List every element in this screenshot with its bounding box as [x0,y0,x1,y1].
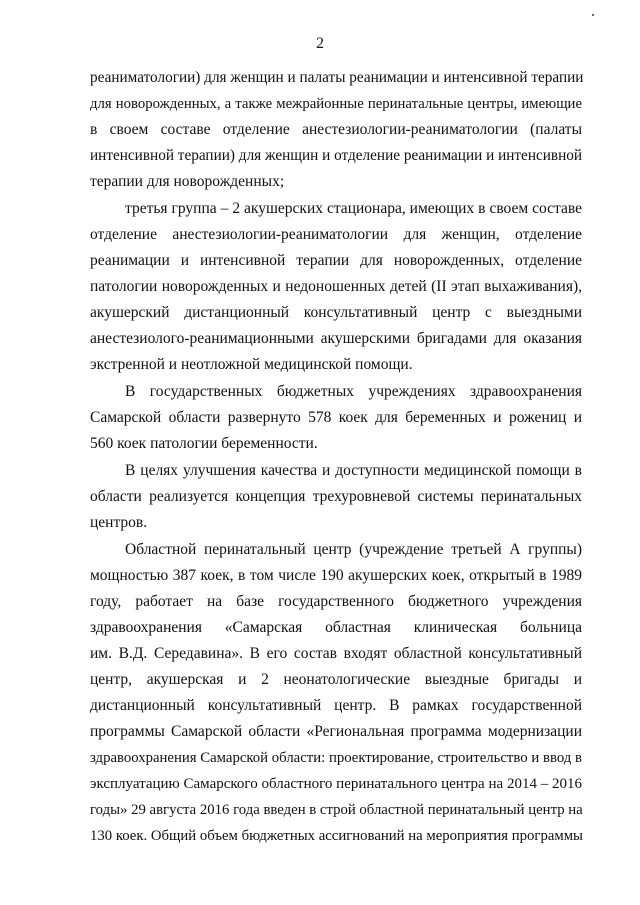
text-line: центров. [90,514,148,531]
text-line: центр, акушерская и 2 неонатологические выездные бригады и [90,671,582,688]
text-line: области реализуется концепция трехуровневой системы перинатальных [90,488,582,505]
text-line: третья группа – 2 акушерских стационара, имеющих в своем составе [125,200,582,217]
text-line: интенсивной терапии) для женщин и отделение реанимации и интенсивной [90,147,583,164]
text-line: году, работает на базе государственного бюджетного учреждения [90,593,582,610]
text-line: дистанционный консультативный центр. В рамках государственной [90,697,582,714]
text-line: для новорожденных, а также межрайонные перинатальные центры, имеющие [90,96,582,112]
text-line: экстренной и неотложной медицинской помощи. [90,356,413,373]
text-line: акушерский дистанционный консультативный центр с выездными [90,304,582,321]
text-line: реаниматологии) для женщин и палаты реанимации и интенсивной терапии [90,69,584,86]
text-line: патологии новорожденных и недоношенных детей (II этап выхаживания), [90,278,582,295]
page-number: 2 [316,35,324,52]
text-line: реанимации и интенсивной терапии для новорожденных, отделение [90,252,582,269]
text-line: В целях улучшения качества и доступности медицинской помощи в [125,462,582,479]
text-line: анестезиолого-реанимационными акушерскими бригадами для оказания [90,330,582,347]
text-line: мощностью 387 коек, в том числе 190 акушерских коек, открытый в 1989 [90,567,582,584]
text-line: 560 коек патологии беременности. [90,435,318,452]
text-line: в своем составе отделение анестезиологии-реаниматологии (палаты [90,121,582,138]
text-line: эксплуатацию Самарского областного перинатального центра на 2014 – 2016 [90,776,582,792]
text-line: им. В.Д. Середавина». В его состав входят областной консультативный [90,645,582,662]
text-line: здравоохранения Самарской области: проектирование, строительство и ввод в [90,750,582,766]
text-line: Самарской области развернуто 578 коек для беременных и рожениц и [90,409,582,426]
text-line: В государственных бюджетных учреждениях здравоохранения [125,383,582,400]
text-line: Областной перинатальный центр (учреждение третьей А группы) [125,541,582,558]
text-line: годы» 29 августа 2016 года введен в строй областной перинатальный центр на [90,802,583,818]
text-line: здравоохранения «Самарская областная клиническая больница [90,619,582,636]
text-line: 130 коек. Общий объем бюджетных ассигнований на мероприятия программы [90,828,583,844]
text-line: отделение анестезиологии-реаниматологии для женщин, отделение [90,226,582,243]
text-line: терапии для новорожденных; [90,173,285,190]
text-line: программы Самарской области «Региональная программа модернизации [90,723,582,740]
